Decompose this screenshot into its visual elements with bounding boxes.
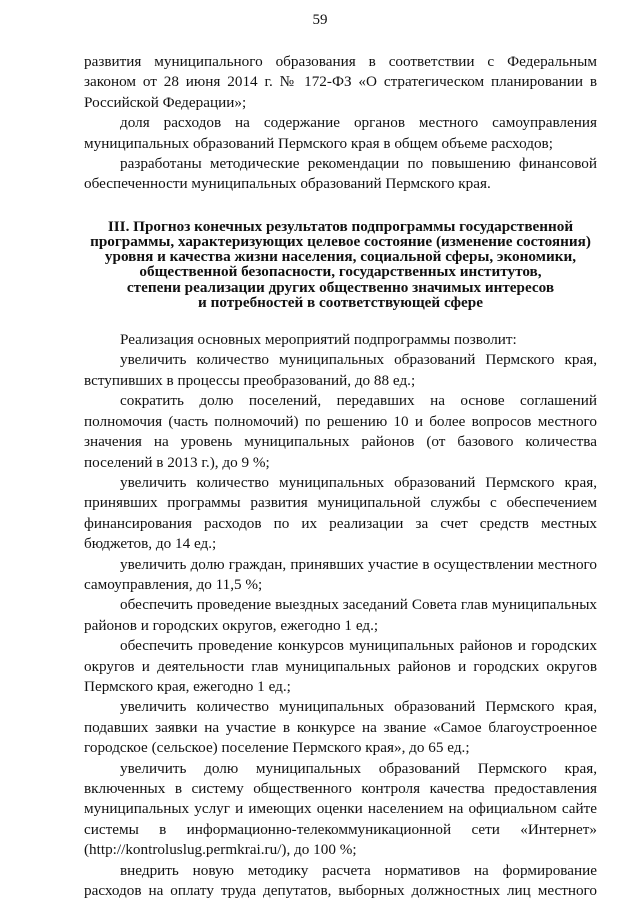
document-body <box>84 52 597 901</box>
section-heading-line-6: и потребностей в соответствующей сфере <box>198 293 483 311</box>
section-heading-line-3: уровня и качества жизни населения, социальной сферы, экономики, <box>104 248 577 266</box>
section-heading-line-5: степени реализации других общественно значимых интересов <box>126 278 555 296</box>
body-paragraph-3: сократить долю поселений, передавших на основе соглашений полномочия (часть полномочий) по решению 10 и более вопросов местного значения на уровень муниципальных районов (от базового количества поселений в 2013 г.), до 9 %; <box>84 392 597 471</box>
section-heading-line-2: программы, характеризующих целевое состояние (изменение состояния) <box>90 233 591 251</box>
body-paragraph-9: увеличить долю муниципальных образований Пермского края, включенных в систему общественного контроля качества предоставления муниципальных услуг и имеющих оценки населением на официальном сайте системы в информационно-телекоммуникационной сети «Интернет» (http://kontroluslug.permkrai.ru/), до 100 %; <box>84 759 597 859</box>
intro-paragraph-2: доля расходов на содержание органов местного самоуправления муниципальных образований Пермского края в общем объеме расходов; <box>84 114 597 152</box>
body-paragraph-7: обеспечить проведение конкурсов муниципальных районов и городских округов и деятельности глав муниципальных районов и городских округов Пермского края, ежегодно 1 ед.; <box>84 637 597 695</box>
intro-paragraph-1: развития муниципального образования в соответствии с Федеральным законом от 28 июня 2014 г. № 172-ФЗ «О стратегическом планировании в Российской Федерации»; <box>84 53 597 111</box>
body-paragraph-1: Реализация основных мероприятий подпрограммы позволит: <box>120 331 517 349</box>
section-heading-line-4: общественной безопасности, государственных институтов, <box>139 263 542 281</box>
body-paragraph-6: обеспечить проведение выездных заседаний Совета глав муниципальных районов и городских округов, ежегодно 1 ед.; <box>84 596 597 634</box>
body-paragraph-4: увеличить количество муниципальных образований Пермского края, принявших программы развития муниципальной службы с обеспечением финансирования расходов по их реализации за счет средств местных бюджетов, до 14 ед.; <box>84 473 597 553</box>
body-paragraph-8: увеличить количество муниципальных образований Пермского края, подавших заявки на участие в конкурсе на звание «Самое благоустроенное городское (сельское) поселение Пермского края», до 65 ед.; <box>84 698 597 757</box>
section-heading-line-1: III. Прогноз конечных результатов подпрограммы государственной <box>107 217 574 235</box>
body-paragraph-2: увеличить количество муниципальных образований Пермского края, вступивших в процессы преобразований, до 88 ед.; <box>84 351 597 389</box>
body-paragraph-5: увеличить долю граждан, принявших участие в осуществлении местного самоуправления, до 11,5 %; <box>84 555 597 593</box>
intro-paragraph-3: разработаны методические рекомендации по повышению финансовой обеспеченности муниципальных образований Пермского края. <box>84 155 597 193</box>
section-heading <box>84 219 597 310</box>
page-number: 59 <box>312 12 328 28</box>
body-paragraph-10: внедрить новую методику расчета нормативов на формирование расходов на оплату труда депутатов, выборных должностных лиц местного <box>84 861 597 900</box>
